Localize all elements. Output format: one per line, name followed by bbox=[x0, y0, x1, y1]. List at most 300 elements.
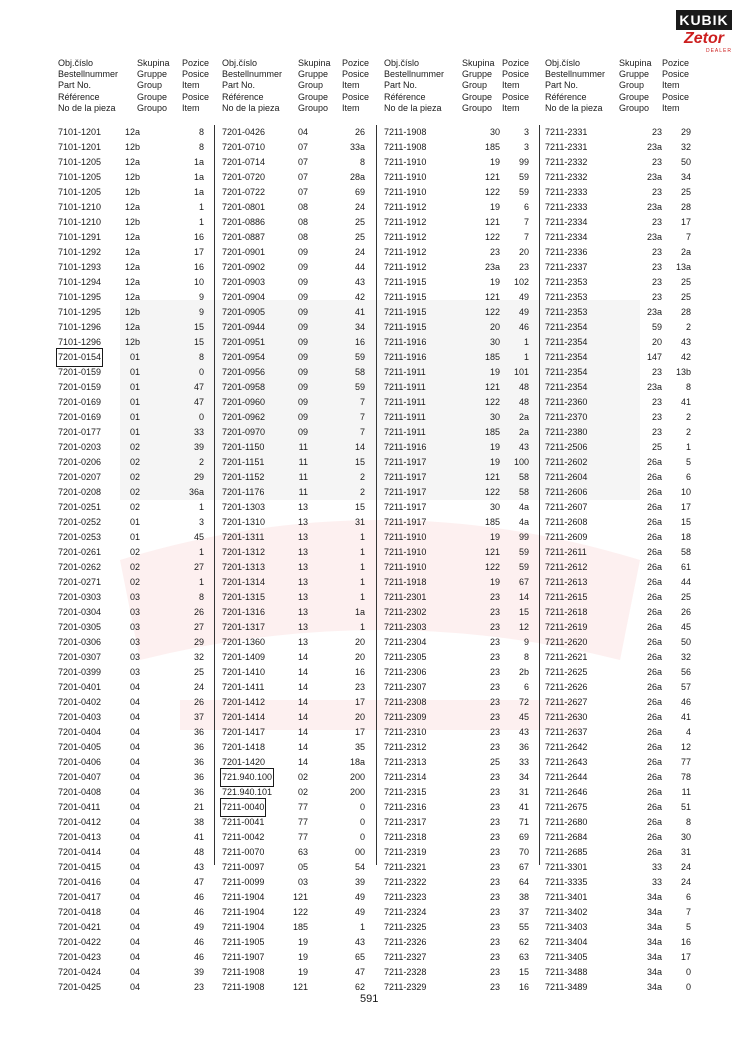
item-cell: 29 bbox=[193, 472, 204, 482]
item-cell: 44 bbox=[354, 262, 365, 272]
part-number-cell: 7211-2615 bbox=[545, 592, 588, 602]
group-cell: 13 bbox=[297, 502, 308, 512]
group-cell: 34a bbox=[646, 922, 662, 932]
group-cell: 14 bbox=[297, 712, 308, 722]
part-number-cell: 7211-2331 bbox=[545, 127, 588, 137]
group-cell: 09 bbox=[297, 412, 308, 422]
group-cell: 23 bbox=[489, 877, 500, 887]
part-number-cell: 7201-0886 bbox=[222, 217, 266, 227]
zetor-logo-text: Zetor bbox=[684, 30, 724, 47]
item-cell: 17 bbox=[193, 247, 204, 257]
item-cell: 49 bbox=[518, 307, 529, 317]
item-cell: 3 bbox=[523, 142, 529, 152]
item-cell: 12 bbox=[680, 742, 691, 752]
part-number-cell: 7211-2319 bbox=[384, 847, 427, 857]
group-cell: 04 bbox=[129, 757, 140, 767]
part-number-cell: 7201-0901 bbox=[222, 247, 266, 257]
part-number-cell: 7211-2325 bbox=[384, 922, 427, 932]
part-number-cell: 7211-1912 bbox=[384, 262, 427, 272]
item-cell: 48 bbox=[193, 847, 204, 857]
group-cell: 19 bbox=[489, 202, 500, 212]
item-cell: 58 bbox=[680, 547, 691, 557]
group-cell: 26a bbox=[646, 757, 662, 767]
part-number-cell: 7211-1912 bbox=[384, 232, 427, 242]
group-cell: 26a bbox=[646, 517, 662, 527]
group-cell: 23a bbox=[646, 307, 662, 317]
part-number-cell: 7101-1201 bbox=[58, 142, 102, 152]
item-cell: 26 bbox=[680, 607, 691, 617]
part-number-cell: 7211-2329 bbox=[384, 982, 427, 992]
group-cell: 34a bbox=[646, 952, 662, 962]
group-cell: 19 bbox=[297, 937, 308, 947]
item-cell: 25 bbox=[354, 217, 365, 227]
item-cell: 70 bbox=[518, 847, 529, 857]
part-number-cell: 7211-2625 bbox=[545, 667, 588, 677]
group-cell: 09 bbox=[297, 307, 308, 317]
item-cell: 47 bbox=[193, 397, 204, 407]
item-cell: 2 bbox=[685, 427, 691, 437]
item-cell: 28 bbox=[680, 202, 691, 212]
item-cell: 1 bbox=[685, 442, 691, 452]
header-line: Part No. bbox=[58, 80, 92, 91]
group-cell: 03 bbox=[129, 667, 140, 677]
group-cell: 26a bbox=[646, 592, 662, 602]
group-cell: 20 bbox=[651, 337, 662, 347]
part-number-cell: 7201-1418 bbox=[222, 742, 266, 752]
part-number-cell: 7211-1916 bbox=[384, 442, 427, 452]
part-number-cell: 7211-2621 bbox=[545, 652, 588, 662]
part-number-cell: 7201-0801 bbox=[222, 202, 266, 212]
group-cell: 122 bbox=[484, 232, 500, 242]
column-header-number bbox=[58, 58, 118, 114]
item-cell: 41 bbox=[680, 397, 691, 407]
group-cell: 30 bbox=[489, 337, 500, 347]
group-cell: 12a bbox=[124, 262, 140, 272]
column-header-group bbox=[298, 58, 331, 114]
item-cell: 20 bbox=[354, 637, 365, 647]
part-number-cell: 7201-1312 bbox=[222, 547, 266, 557]
group-cell: 33 bbox=[651, 862, 662, 872]
item-cell: 34 bbox=[354, 322, 365, 332]
group-cell: 07 bbox=[297, 187, 308, 197]
group-cell: 14 bbox=[297, 727, 308, 737]
header-line: Posice bbox=[662, 69, 690, 80]
part-number-cell: 7211-2354 bbox=[545, 382, 588, 392]
header-line: Posice bbox=[502, 91, 530, 102]
group-cell: 14 bbox=[297, 742, 308, 752]
item-cell: 7 bbox=[685, 232, 691, 242]
group-cell: 26a bbox=[646, 487, 662, 497]
part-number-cell: 7211-1910 bbox=[384, 547, 427, 557]
item-cell: 1 bbox=[198, 202, 204, 212]
item-cell: 1a bbox=[354, 607, 365, 617]
item-cell: 36 bbox=[518, 742, 529, 752]
group-cell: 34a bbox=[646, 967, 662, 977]
part-number-cell: 7211-1912 bbox=[384, 202, 427, 212]
group-cell: 26a bbox=[646, 667, 662, 677]
item-cell: 46 bbox=[518, 322, 529, 332]
group-cell: 26a bbox=[646, 577, 662, 587]
item-cell: 14 bbox=[518, 592, 529, 602]
part-number-cell: 7211-2644 bbox=[545, 772, 588, 782]
header-line: Skupina bbox=[619, 58, 652, 68]
group-cell: 23 bbox=[651, 367, 662, 377]
item-cell: 59 bbox=[518, 187, 529, 197]
group-cell: 13 bbox=[297, 577, 308, 587]
header-line: Item bbox=[182, 80, 200, 91]
group-cell: 23a bbox=[646, 142, 662, 152]
group-cell: 23 bbox=[651, 412, 662, 422]
group-cell: 12b bbox=[124, 142, 140, 152]
group-cell: 26a bbox=[646, 607, 662, 617]
part-number-cell: 7211-2685 bbox=[545, 847, 588, 857]
part-number-cell: 7201-1176 bbox=[222, 487, 265, 497]
item-cell: 25 bbox=[680, 592, 691, 602]
item-cell: 21 bbox=[193, 802, 204, 812]
part-number-cell: 7211-2360 bbox=[545, 397, 588, 407]
group-cell: 26a bbox=[646, 742, 662, 752]
item-cell: 8 bbox=[685, 817, 691, 827]
group-cell: 23a bbox=[646, 382, 662, 392]
group-cell: 19 bbox=[489, 367, 500, 377]
item-cell: 27 bbox=[193, 622, 204, 632]
group-cell: 59 bbox=[651, 322, 662, 332]
group-cell: 121 bbox=[484, 547, 500, 557]
group-cell: 121 bbox=[484, 217, 500, 227]
group-cell: 23 bbox=[489, 667, 500, 677]
item-cell: 67 bbox=[518, 577, 529, 587]
header-line: Bestellnummer bbox=[545, 69, 606, 80]
group-cell: 02 bbox=[297, 772, 308, 782]
part-number-cell: 7211-2626 bbox=[545, 682, 588, 692]
header-line: Gruppe bbox=[619, 69, 650, 80]
group-cell: 77 bbox=[297, 832, 308, 842]
item-cell: 16 bbox=[354, 337, 365, 347]
item-cell: 47 bbox=[354, 967, 365, 977]
group-cell: 02 bbox=[129, 457, 140, 467]
item-cell: 15 bbox=[193, 337, 204, 347]
part-number-cell: 7211-2333 bbox=[545, 202, 588, 212]
item-cell: 9 bbox=[523, 637, 529, 647]
item-cell: 48 bbox=[518, 397, 529, 407]
group-cell: 23 bbox=[489, 922, 500, 932]
header-line: Gruppe bbox=[298, 69, 329, 80]
group-cell: 19 bbox=[297, 952, 308, 962]
item-cell: 59 bbox=[518, 562, 529, 572]
part-number-cell: 7211-1915 bbox=[384, 292, 427, 302]
part-number-cell: 7211-1910 bbox=[384, 532, 427, 542]
item-cell: 55 bbox=[518, 922, 529, 932]
item-cell: 36 bbox=[193, 772, 204, 782]
part-number-cell: 7101-1296 bbox=[58, 337, 102, 347]
header-line: No de la pieza bbox=[384, 102, 442, 113]
item-cell: 1 bbox=[198, 217, 204, 227]
group-cell: 26a bbox=[646, 772, 662, 782]
group-cell: 13 bbox=[297, 532, 308, 542]
part-number-cell: 7211-3405 bbox=[545, 952, 588, 962]
item-cell: 23 bbox=[518, 262, 529, 272]
group-cell: 01 bbox=[129, 397, 140, 407]
item-cell: 32 bbox=[680, 652, 691, 662]
item-cell: 2 bbox=[685, 412, 691, 422]
group-cell: 04 bbox=[129, 937, 140, 947]
part-number-cell: 7201-0177 bbox=[58, 427, 102, 437]
item-cell: 36 bbox=[193, 787, 204, 797]
item-cell: 58 bbox=[518, 472, 529, 482]
group-cell: 122 bbox=[484, 397, 500, 407]
part-number-cell: 7201-0208 bbox=[58, 487, 102, 497]
item-cell: 10 bbox=[193, 277, 204, 287]
group-cell: 25 bbox=[651, 442, 662, 452]
item-cell: 2 bbox=[685, 322, 691, 332]
part-number-cell: 7201-0954 bbox=[222, 352, 266, 362]
group-cell: 147 bbox=[646, 352, 662, 362]
part-number-cell: 7201-1317 bbox=[222, 622, 266, 632]
part-number-cell: 7211-2328 bbox=[384, 967, 427, 977]
group-cell: 23 bbox=[489, 952, 500, 962]
part-number-cell: 7211-3402 bbox=[545, 907, 588, 917]
part-number-cell: 7201-0304 bbox=[58, 607, 102, 617]
part-number-cell: 7201-1360 bbox=[222, 637, 266, 647]
group-cell: 26a bbox=[646, 547, 662, 557]
item-cell: 0 bbox=[359, 817, 365, 827]
item-cell: 13b bbox=[675, 367, 691, 377]
part-number-cell: 7211-1915 bbox=[384, 322, 427, 332]
part-number-cell: 7211-3403 bbox=[545, 922, 588, 932]
watermark-graphic bbox=[80, 300, 680, 770]
group-cell: 26a bbox=[646, 727, 662, 737]
item-cell: 15 bbox=[193, 322, 204, 332]
part-number-cell: 7211-2333 bbox=[545, 187, 588, 197]
item-cell: 2 bbox=[359, 487, 365, 497]
group-cell: 23 bbox=[651, 187, 662, 197]
item-cell: 33a bbox=[349, 142, 365, 152]
part-number-cell: 7201-1313 bbox=[222, 562, 266, 572]
header-line: Obj.číslo bbox=[222, 58, 258, 68]
part-number-cell: 7201-0306 bbox=[58, 637, 102, 647]
item-cell: 17 bbox=[680, 502, 691, 512]
item-cell: 61 bbox=[680, 562, 691, 572]
part-number-cell: 7201-0405 bbox=[58, 742, 102, 752]
group-cell: 23 bbox=[489, 652, 500, 662]
group-cell: 30 bbox=[489, 412, 500, 422]
group-cell: 09 bbox=[297, 292, 308, 302]
item-cell: 4 bbox=[685, 727, 691, 737]
part-number-cell: 7211-1915 bbox=[384, 277, 427, 287]
part-number-cell: 7211-1915 bbox=[384, 307, 427, 317]
item-cell: 34 bbox=[518, 772, 529, 782]
part-number-cell: 7201-0962 bbox=[222, 412, 266, 422]
header-line: Group bbox=[462, 80, 488, 91]
group-cell: 122 bbox=[484, 307, 500, 317]
group-cell: 121 bbox=[484, 472, 500, 482]
item-cell: 59 bbox=[518, 172, 529, 182]
part-number-cell: 7211-2321 bbox=[384, 862, 427, 872]
column-header-item bbox=[182, 58, 209, 114]
part-number-cell: 7211-2643 bbox=[545, 757, 588, 767]
part-number-cell: 7201-0421 bbox=[58, 922, 102, 932]
part-number-cell: 7201-0402 bbox=[58, 697, 102, 707]
part-number-cell: 7211-0041 bbox=[222, 817, 265, 827]
group-cell: 14 bbox=[297, 697, 308, 707]
part-number-cell: 7201-0422 bbox=[58, 937, 102, 947]
item-cell: 34 bbox=[680, 172, 691, 182]
part-number-cell: 7101-1295 bbox=[58, 307, 102, 317]
part-number-cell: 7211-2646 bbox=[545, 787, 588, 797]
item-cell: 1 bbox=[359, 922, 365, 932]
part-number-cell: 7211-3404 bbox=[545, 937, 588, 947]
header-line: Posice bbox=[182, 91, 210, 102]
part-number-cell: 7201-1420 bbox=[222, 757, 266, 767]
part-number-cell: 7211-2606 bbox=[545, 487, 588, 497]
part-number-cell: 7211-1905 bbox=[222, 937, 265, 947]
part-number-cell: 7101-1295 bbox=[58, 292, 102, 302]
part-number-cell: 7211-1911 bbox=[384, 412, 426, 422]
header-line: Item bbox=[182, 102, 200, 113]
group-cell: 122 bbox=[292, 907, 308, 917]
column-header-group bbox=[462, 58, 495, 114]
item-cell: 27 bbox=[193, 562, 204, 572]
column-header-group bbox=[619, 58, 652, 114]
group-cell: 12a bbox=[124, 277, 140, 287]
item-cell: 41 bbox=[354, 307, 365, 317]
item-cell: 200 bbox=[349, 787, 365, 797]
item-cell: 16 bbox=[193, 232, 204, 242]
part-number-cell: 7201-0169 bbox=[58, 397, 102, 407]
item-cell: 43 bbox=[354, 277, 365, 287]
item-cell: 33 bbox=[193, 427, 204, 437]
part-number-cell: 7211-3488 bbox=[545, 967, 588, 977]
part-number-cell: 7201-1410 bbox=[222, 667, 266, 677]
item-cell: 7 bbox=[685, 907, 691, 917]
part-number-cell: 7211-0070 bbox=[222, 847, 265, 857]
item-cell: 16 bbox=[193, 262, 204, 272]
header-line: Group bbox=[298, 80, 324, 91]
part-number-cell: 7201-1316 bbox=[222, 607, 266, 617]
group-cell: 23 bbox=[489, 592, 500, 602]
part-number-cell: 7211-2353 bbox=[545, 292, 588, 302]
part-number-cell: 7201-0944 bbox=[222, 322, 266, 332]
item-cell: 45 bbox=[680, 622, 691, 632]
item-cell: 38 bbox=[518, 892, 529, 902]
part-number-cell: 7211-3301 bbox=[545, 862, 588, 872]
part-number-cell: 7201-0251 bbox=[58, 502, 102, 512]
item-cell: 29 bbox=[680, 127, 691, 137]
item-cell: 2b bbox=[518, 667, 529, 677]
part-number-cell: 7201-1414 bbox=[222, 712, 266, 722]
group-cell: 03 bbox=[129, 622, 140, 632]
item-cell: 42 bbox=[354, 292, 365, 302]
item-cell: 1 bbox=[359, 577, 365, 587]
part-number-cell: 7211-1907 bbox=[222, 952, 265, 962]
header-line: Pozice bbox=[182, 58, 210, 68]
part-number-cell: 7211-1908 bbox=[222, 967, 265, 977]
item-cell: 28 bbox=[680, 307, 691, 317]
part-number-cell: 7211-1904 bbox=[222, 892, 265, 902]
group-cell: 09 bbox=[297, 352, 308, 362]
part-number-cell: 7201-0710 bbox=[222, 142, 266, 152]
part-number-cell: 7211-2322 bbox=[384, 877, 427, 887]
part-number-cell: 7201-0154 bbox=[58, 350, 101, 365]
part-number-cell: 7211-1916 bbox=[384, 352, 427, 362]
group-cell: 19 bbox=[489, 532, 500, 542]
header-line: Groupe bbox=[619, 91, 650, 102]
part-number-cell: 7211-2332 bbox=[545, 172, 588, 182]
part-number-cell: 7201-0720 bbox=[222, 172, 266, 182]
group-cell: 01 bbox=[129, 352, 140, 362]
part-number-cell: 7201-0305 bbox=[58, 622, 102, 632]
part-number-cell: 7201-1417 bbox=[222, 727, 266, 737]
item-cell: 15 bbox=[518, 967, 529, 977]
part-number-cell: 7211-2380 bbox=[545, 427, 588, 437]
item-cell: 38 bbox=[193, 817, 204, 827]
part-number-cell: 7201-0958 bbox=[222, 382, 266, 392]
group-cell: 04 bbox=[129, 982, 140, 992]
group-cell: 23 bbox=[651, 262, 662, 272]
group-cell: 09 bbox=[297, 367, 308, 377]
group-cell: 122 bbox=[484, 187, 500, 197]
part-number-cell: 7211-2308 bbox=[384, 697, 427, 707]
part-number-cell: 7211-2326 bbox=[384, 937, 427, 947]
group-cell: 12a bbox=[124, 247, 140, 257]
group-cell: 04 bbox=[129, 712, 140, 722]
item-cell: 57 bbox=[680, 682, 691, 692]
group-cell: 26a bbox=[646, 787, 662, 797]
header-line: Item bbox=[342, 102, 360, 113]
item-cell: 46 bbox=[193, 937, 204, 947]
item-cell: 2a bbox=[518, 427, 529, 437]
group-cell: 23a bbox=[646, 172, 662, 182]
item-cell: 0 bbox=[685, 967, 691, 977]
part-number-cell: 7201-0424 bbox=[58, 967, 102, 977]
part-number-cell: 7211-2618 bbox=[545, 607, 588, 617]
group-cell: 23 bbox=[489, 967, 500, 977]
part-number-cell: 7211-2608 bbox=[545, 517, 588, 527]
item-cell: 1 bbox=[198, 547, 204, 557]
item-cell: 101 bbox=[513, 367, 529, 377]
item-cell: 7 bbox=[359, 427, 365, 437]
item-cell: 24 bbox=[680, 877, 691, 887]
group-cell: 23 bbox=[489, 607, 500, 617]
column-header-item bbox=[502, 58, 529, 114]
part-number-cell: 7101-1294 bbox=[58, 277, 102, 287]
part-number-cell: 7211-1911 bbox=[384, 427, 426, 437]
group-cell: 04 bbox=[129, 862, 140, 872]
group-cell: 12b bbox=[124, 187, 140, 197]
header-line: Posice bbox=[342, 69, 370, 80]
part-number-cell: 7211-1904 bbox=[222, 922, 265, 932]
part-number-cell: 7211-2684 bbox=[545, 832, 588, 842]
header-line: Item bbox=[342, 80, 360, 91]
item-cell: 16 bbox=[354, 667, 365, 677]
group-cell: 23 bbox=[489, 697, 500, 707]
group-cell: 34a bbox=[646, 937, 662, 947]
item-cell: 24 bbox=[354, 202, 365, 212]
part-number-cell: 7201-0956 bbox=[222, 367, 266, 377]
part-number-cell: 7201-0169 bbox=[58, 412, 102, 422]
item-cell: 36 bbox=[193, 757, 204, 767]
group-cell: 04 bbox=[129, 682, 140, 692]
item-cell: 43 bbox=[193, 862, 204, 872]
part-number-cell: 7211-2354 bbox=[545, 322, 588, 332]
part-number-cell: 7211-2370 bbox=[545, 412, 588, 422]
part-number-cell: 7211-2602 bbox=[545, 457, 588, 467]
part-number-cell: 7211-2619 bbox=[545, 622, 588, 632]
item-cell: 1 bbox=[359, 622, 365, 632]
part-number-cell: 7211-2316 bbox=[384, 802, 427, 812]
column-divider bbox=[214, 125, 215, 865]
part-number-cell: 7201-0406 bbox=[58, 757, 102, 767]
